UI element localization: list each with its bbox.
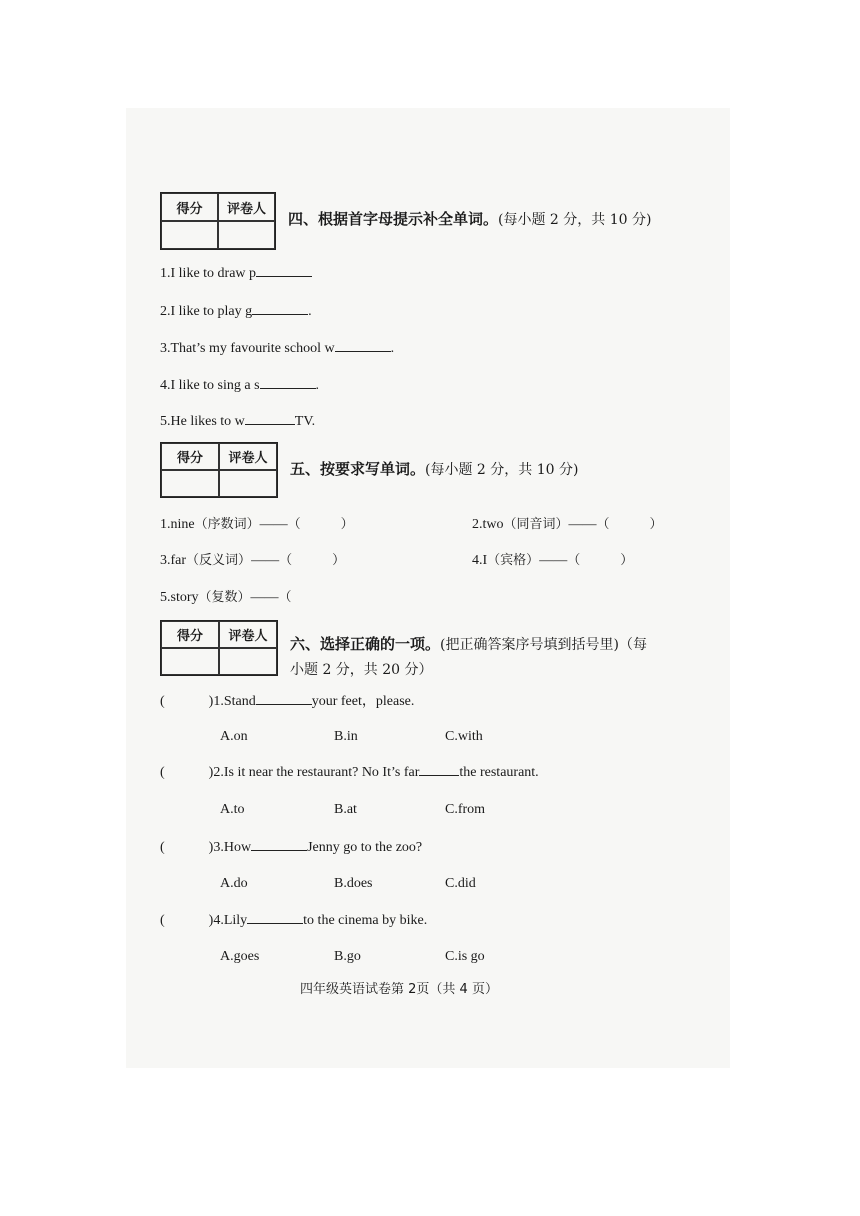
score-box-section6 — [160, 620, 278, 676]
q1-option-b: B.in — [334, 729, 358, 744]
score-label: 得分 — [161, 621, 219, 648]
section4-item-1 — [160, 264, 312, 283]
q2-option-b: B.at — [334, 802, 357, 817]
question-text-after: Jenny go to the zoo? — [307, 840, 423, 855]
item-after: . — [390, 341, 395, 356]
section5-item-3 — [160, 552, 345, 570]
question-blank — [256, 692, 312, 705]
grader-label: 评卷人 — [218, 193, 275, 221]
item-requirement: （同音词） — [503, 517, 569, 532]
section5-item-4 — [472, 552, 633, 570]
score-label: 得分 — [161, 193, 218, 221]
item-after: . — [315, 378, 320, 393]
paren-open: （ — [279, 553, 293, 568]
answer-paren-open: ( — [160, 913, 165, 928]
answer-paren-open: ( — [160, 765, 165, 780]
score-cell — [161, 470, 219, 497]
item-requirement: （反义词） — [186, 553, 252, 568]
question-blank — [419, 763, 459, 776]
q1-option-a: A.on — [220, 729, 248, 744]
grader-label: 评卷人 — [219, 443, 277, 470]
answer-blank[interactable] — [335, 339, 391, 352]
paren-open: （ — [278, 590, 292, 605]
item-dash: —— — [539, 553, 568, 568]
item-requirement: （序数词） — [194, 517, 260, 532]
section4-item-3 — [160, 339, 394, 358]
section6-title: 六、选择正确的一项。 — [290, 635, 441, 653]
item-dash: —— — [259, 517, 288, 532]
grader-label: 评卷人 — [219, 621, 277, 648]
q3-option-b: B.does — [334, 876, 373, 891]
item-after: TV. — [294, 414, 316, 429]
section5-item-2 — [472, 516, 663, 534]
item-text: 5.He likes to w — [160, 414, 245, 429]
section6-heading — [290, 633, 647, 654]
section5-title: 五、按要求写单词。 — [290, 460, 426, 478]
item-dash: —— — [251, 553, 280, 568]
section4-title: 四、根据首字母提示补全单词。 — [288, 210, 499, 228]
item-after: . — [308, 304, 312, 319]
q4-option-b: B.go — [334, 949, 361, 964]
item-text: 2.I like to play g — [160, 304, 253, 319]
item-word: 2.two — [472, 517, 504, 532]
section6-note-line1: (把正确答案序号填到括号里)（每 — [440, 637, 647, 653]
question-text: )1.Stand — [208, 694, 256, 709]
item-word: 1.nine — [160, 517, 195, 532]
q2-option-a: A.to — [220, 802, 245, 817]
section6-question-4 — [160, 911, 427, 930]
section4-item-4 — [160, 376, 319, 395]
section6-question-2 — [160, 763, 539, 782]
question-text: )4.Lily — [208, 913, 248, 928]
section5-item-1 — [160, 516, 354, 534]
section6-note-line2: 小题 2 分，共 20 分） — [290, 662, 433, 678]
item-text: 3.That’s my favourite school w — [160, 341, 335, 356]
score-label: 得分 — [161, 443, 219, 470]
grader-cell — [219, 470, 277, 497]
item-requirement: （宾格） — [487, 553, 540, 568]
question-text-after: to the cinema by bike. — [303, 913, 428, 928]
question-blank — [247, 911, 303, 924]
section5-heading — [290, 458, 578, 479]
item-text: 4.I like to sing a s — [160, 378, 260, 393]
paren-close: ） — [340, 517, 354, 532]
section4-item-5 — [160, 412, 315, 431]
question-text: )2.Is it near the restaurant? No It’s far — [208, 765, 420, 780]
score-cell — [161, 648, 219, 675]
section4-item-2 — [160, 302, 312, 321]
answer-blank[interactable] — [245, 412, 295, 425]
question-text: )3.How — [208, 840, 252, 855]
q2-option-c: C.from — [445, 802, 486, 817]
q4-option-c: C.is go — [445, 949, 485, 964]
page-footer: 四年级英语试卷第 2页（共 4 页） — [300, 982, 498, 997]
item-requirement: （复数） — [198, 590, 251, 605]
section6-question-3 — [160, 838, 422, 857]
section6-question-1 — [160, 692, 414, 711]
item-word: 3.far — [160, 553, 187, 568]
score-box-section5 — [160, 442, 278, 498]
item-word: 4.I — [472, 553, 488, 568]
paren-open: （ — [287, 517, 301, 532]
item-text: 1.I like to draw p — [160, 266, 257, 281]
item-dash: —— — [568, 517, 597, 532]
item-word: 5.story — [160, 590, 199, 605]
section4-note: (每小题 2 分，共 10 分) — [498, 212, 652, 228]
answer-blank[interactable] — [252, 302, 308, 315]
section4-heading — [288, 208, 651, 229]
section5-note: (每小题 2 分，共 10 分) — [425, 462, 579, 478]
answer-paren-open: ( — [160, 694, 165, 709]
grader-cell — [218, 221, 275, 249]
question-blank — [251, 838, 307, 851]
question-text-after: the restaurant. — [459, 765, 539, 780]
q4-option-a: A.goes — [220, 949, 260, 964]
paren-close: ） — [332, 553, 346, 568]
paren-close: ） — [620, 553, 634, 568]
q3-option-c: C.did — [445, 876, 476, 891]
score-box-section4 — [160, 192, 276, 250]
answer-blank[interactable] — [260, 376, 316, 389]
grader-cell — [219, 648, 277, 675]
section5-item-5 — [160, 589, 292, 607]
answer-paren-open: ( — [160, 840, 165, 855]
paren-open: （ — [596, 517, 610, 532]
question-text-after: your feet，please. — [311, 694, 415, 709]
answer-blank[interactable] — [256, 264, 312, 277]
q3-option-a: A.do — [220, 876, 248, 891]
q1-option-c: C.with — [445, 729, 483, 744]
paren-open: （ — [567, 553, 581, 568]
item-dash: —— — [250, 590, 279, 605]
paren-close: ） — [649, 517, 663, 532]
score-cell — [161, 221, 218, 249]
